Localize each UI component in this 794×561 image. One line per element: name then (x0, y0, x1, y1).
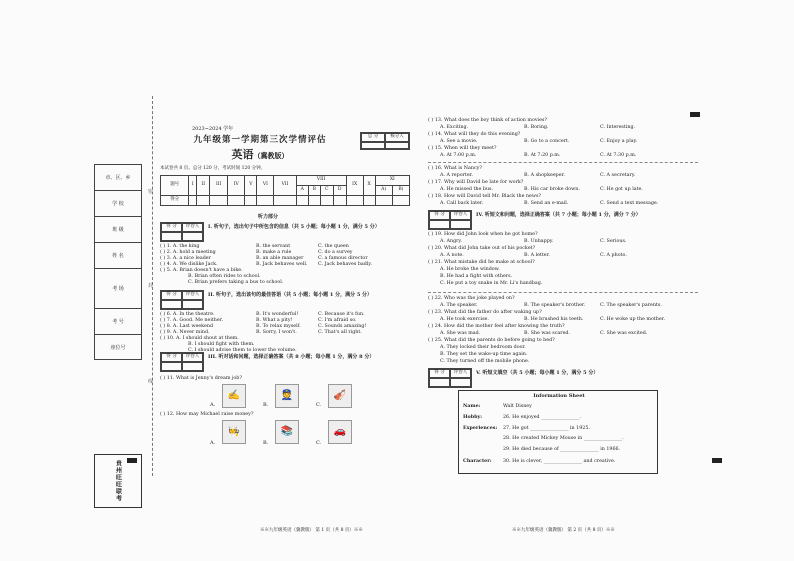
info-value[interactable]: 27. He got ________________ in 1925. (503, 426, 590, 431)
edition: （冀教版） (253, 151, 289, 160)
exam-stamp: 贵州旺旺联考 (94, 454, 142, 508)
page-footer-left: ※※九年级英语（冀教版） 第 1 页（共 8 页）※※ (260, 528, 363, 533)
grader-name-label: 评卷人 (182, 353, 203, 362)
question-text: A. Call back later. (440, 201, 484, 206)
answer-option[interactable]: C. Because it's fun. (318, 312, 365, 317)
answer-option[interactable]: B. She was scared. (524, 331, 571, 336)
score-cell[interactable] (296, 196, 308, 206)
answer-option[interactable]: C. the queen (318, 244, 349, 249)
section-4-heading: IV. 听短文和问题，选择正确答案（共 7 小题；每小题 1 分，满分 7 分） (476, 212, 641, 218)
answer-option[interactable]: C. Sounds amazing! (318, 324, 367, 329)
score-cell[interactable] (257, 196, 274, 206)
score-th: VI (257, 176, 274, 196)
question-text: A. She was mad. (440, 331, 481, 336)
answer-option[interactable]: B. make a rule (256, 250, 292, 255)
grader-name-cell[interactable] (182, 300, 203, 309)
question-text: A. See a movie. (440, 139, 478, 144)
answer-option[interactable]: C. do a survey (318, 250, 353, 255)
grader-score-cell[interactable] (429, 378, 450, 387)
answer-option[interactable]: B. The speaker's brother. (524, 303, 586, 308)
answer-option[interactable]: C. Enjoy a play. (600, 139, 638, 144)
score-th: I (189, 176, 197, 196)
question-11: ( ) 11. What is Jenny's dream job? (160, 376, 242, 381)
answer-option[interactable]: B. He brushed his teeth. (524, 317, 584, 322)
total-score-box (360, 132, 410, 150)
field-room[interactable]: 考 场 (94, 268, 142, 308)
violinist-icon[interactable]: 🎻 (328, 384, 352, 408)
answer-option[interactable]: B. an able manager (256, 256, 304, 261)
grader-name-label: 评卷人 (450, 211, 471, 220)
corner-mark (712, 458, 722, 463)
question-text: B. Brian often rides to school. (188, 274, 261, 279)
answer-option[interactable]: B. What a pity! (256, 318, 293, 323)
grader-score-label: 得 分 (161, 353, 182, 362)
question-text: ( ) 14. What will they do this evening? (428, 132, 521, 137)
question-text: B. He had a fight with others. (440, 274, 513, 279)
grader-name-label: 评卷人 (182, 223, 203, 232)
listening-part-label: 听力部分 (258, 214, 279, 220)
grader-score-label: 得 分 (161, 223, 182, 232)
question-text: ( ) 13. What does the boy think of action movies? (428, 118, 547, 123)
answer-option[interactable]: C. She was excited. (600, 331, 648, 336)
grader-score-label: 得 分 (161, 291, 182, 300)
score-cell[interactable] (228, 196, 245, 206)
section-3-heading: III. 听对话和问题，选择正确答案（共 8 小题；每小题 1 分，满分 8 分） (208, 354, 375, 360)
score-cell[interactable] (363, 196, 375, 206)
information-sheet (458, 390, 658, 474)
answer-option[interactable]: B. A shopkeeper. (524, 173, 565, 178)
section-2-heading: II. 听句子，选出该句的最佳答语（共 5 小题；每小题 1 分，满分 5 分） (208, 292, 373, 298)
total-cell[interactable] (361, 142, 385, 149)
info-label: Experiences: (463, 425, 498, 431)
score-table (160, 175, 410, 206)
question-text: ( ) 22. Who was the joke played on? (428, 296, 515, 301)
score-row-label: 得分 (161, 196, 189, 206)
question-text: C. I should advise them to lower the volume. (188, 348, 297, 353)
grader-box (160, 222, 204, 242)
answer-option[interactable]: C. At 7:30 p.m. (600, 153, 637, 158)
question-text: ( ) 1. A. the king (160, 244, 200, 249)
answer-option[interactable]: B. A letter. (524, 253, 550, 258)
score-sub: D (333, 186, 346, 196)
question-text: A. They locked their bedroom door. (440, 345, 526, 350)
score-cell[interactable] (189, 196, 197, 206)
question-text: A. Exciting. (440, 125, 469, 130)
answer-option[interactable]: B. At 7:20 p.m. (524, 153, 561, 158)
score-cell[interactable] (346, 196, 363, 206)
question-text: A. A reporter. (440, 173, 473, 178)
question-text: A. He took exercise. (440, 317, 489, 322)
question-text: C. He put a toy snake in Mr. Li's handbag. (440, 281, 543, 286)
answer-option[interactable]: B. the servant (256, 244, 291, 249)
field-name[interactable]: 姓 名 (94, 242, 142, 268)
police-icon[interactable]: 👮 (275, 384, 299, 408)
info-value[interactable]: 26. He enjoyed ________________. (503, 415, 582, 420)
score-th: XI (375, 176, 409, 186)
question-text: ( ) 10. A. I should shout at them. (160, 336, 239, 341)
info-row (463, 447, 659, 454)
info-row (463, 414, 659, 422)
exam-title: 九年级第一学期第三次学情评估 (193, 135, 327, 145)
grader-box (160, 352, 204, 372)
score-sub: A) (375, 186, 392, 196)
answer-option[interactable]: C. He woke up the mother. (600, 317, 666, 322)
question-text: ( ) 9. A. Never mind. (160, 330, 210, 335)
seal-mark: 封 (148, 283, 154, 289)
answer-option[interactable]: B. Jack behaves well. (256, 262, 308, 267)
info-row (463, 436, 659, 443)
grader-score-label: 得 分 (429, 211, 450, 220)
subject-name: 英语 (231, 148, 254, 161)
grader-box (428, 210, 472, 230)
score-cell[interactable] (245, 196, 257, 206)
grader-score-cell[interactable] (429, 220, 450, 229)
seal-mark: 线 (148, 379, 154, 385)
section-1-heading: I. 听句子，选出句子中所包含的信息（共 5 小题；每小题 1 分，满分 5 分） (208, 224, 380, 230)
score-cell[interactable] (274, 196, 296, 206)
corner-mark (690, 112, 700, 117)
answer-option[interactable]: C. I'm afraid so. (318, 318, 357, 323)
answer-option[interactable]: C. Send a text message. (600, 201, 659, 206)
question-text: A. A note. (440, 253, 464, 258)
question-text: ( ) 4. A. We dislike Jack. (160, 262, 218, 267)
info-row (463, 403, 659, 411)
score-th: V (245, 176, 257, 196)
question-text: ( ) 15. When will they meet? (428, 146, 497, 151)
question-text: ( ) 2. A. hold a meeting (160, 250, 216, 255)
checker-label: 核分人 (385, 133, 409, 142)
grader-name-cell[interactable] (182, 362, 203, 371)
info-sheet-title: Information Sheet (533, 393, 585, 399)
score-cell[interactable] (197, 196, 210, 206)
question-text: C. They turned off the mobile phone. (440, 359, 530, 364)
info-value[interactable]: 29. He died because of ________________ in 1966. (503, 447, 621, 452)
answer-option[interactable]: B. Sorry, I won't. (256, 330, 297, 335)
score-cell[interactable] (308, 196, 320, 206)
question-text: ( ) 20. What did John take out of his pocket? (428, 246, 536, 251)
grader-name-cell[interactable] (450, 220, 471, 229)
score-th: 题号 (161, 176, 189, 196)
question-text: B. They set the wake-up time again. (440, 352, 528, 357)
answer-option[interactable]: B. Send an e-mail. (524, 201, 569, 206)
question-text: ( ) 19. How did John look when he got home? (428, 232, 538, 237)
seal-mark: 密 (148, 189, 154, 195)
answer-option[interactable]: C. A secretary. (600, 173, 636, 178)
question-text: ( ) 16. What is Nancy? (428, 166, 482, 171)
score-cell[interactable] (320, 196, 333, 206)
question-text: ( ) 18. How will David tell Mr. Black the news? (428, 194, 541, 199)
question-text: ( ) 21. What mistake did he make at school? (428, 260, 535, 265)
score-sub: B (308, 186, 320, 196)
grader-box (428, 368, 472, 388)
score-sub: C (320, 186, 333, 196)
info-label: Name: (463, 403, 481, 409)
school-year: 2023~2024 学年 (192, 126, 234, 132)
question-text: A. The speaker. (440, 303, 478, 308)
field-region[interactable]: 市、区、乡 (94, 164, 142, 190)
question-text: ( ) 5. A. Brian doesn't have a bike. (160, 268, 243, 273)
question-text: ( ) 6. A. In the theatre. (160, 312, 215, 317)
option-letter[interactable]: A. (210, 402, 216, 408)
exam-note: 本试卷共 8 页。总分 120 分，考试时间 120 分钟。 (160, 166, 266, 171)
section-5-heading: V. 听短文填空（共 5 小题；每小题 1 分，满分 5 分） (476, 370, 599, 376)
option-letter[interactable]: B. (263, 440, 269, 446)
info-value[interactable]: 30. He is clever, ________________ and creative. (503, 459, 616, 464)
grader-name-cell[interactable] (182, 232, 203, 241)
score-th: X (363, 176, 375, 196)
question-text: A. Angry. (440, 239, 463, 244)
question-text: ( ) 25. What did the parents do before going to bed? (428, 338, 555, 343)
answer-option[interactable]: B. Unhappy. (524, 239, 554, 244)
score-sub: A (296, 186, 308, 196)
question-text: ( ) 24. How did the mother feel after knowing the truth? (428, 324, 565, 329)
divider (428, 162, 698, 163)
grader-score-cell[interactable] (161, 232, 182, 241)
option-letter[interactable]: C. (316, 402, 322, 408)
answer-option[interactable]: B. It's wonderful! (256, 312, 299, 317)
info-value[interactable]: 28. He created Mickey Mouse in ________________. (503, 436, 624, 441)
question-text: ( ) 17. Why will David be late for work? (428, 180, 524, 185)
books-icon[interactable]: 📚 (275, 420, 299, 444)
info-label: Hobby: (463, 414, 482, 420)
grader-box (160, 290, 204, 310)
grader-score-label: 得 分 (429, 369, 450, 378)
answer-option[interactable]: C. He got up late. (600, 187, 643, 192)
answer-option[interactable]: C. A photo. (600, 253, 627, 258)
score-th: II (197, 176, 210, 196)
car-wash-icon[interactable]: 🚗 (328, 420, 352, 444)
cooking-icon[interactable]: 🧑‍🍳 (222, 420, 246, 444)
binding-strip (94, 96, 162, 502)
grader-score-cell[interactable] (161, 300, 182, 309)
score-cell[interactable] (210, 196, 228, 206)
grader-name-cell[interactable] (450, 378, 471, 387)
answer-option[interactable]: C. Serious. (600, 239, 627, 244)
info-row (463, 458, 659, 466)
score-th: III (210, 176, 228, 196)
question-text: ( ) 23. What did the father do after waking up? (428, 310, 542, 315)
answer-option[interactable]: B. His car broke down. (524, 187, 580, 192)
score-th: VIII (296, 176, 346, 186)
answer-option[interactable]: C. The speaker's parents. (600, 303, 662, 308)
info-label: Character: (463, 458, 492, 464)
question-12: ( ) 12. How may Michael raise money? (160, 412, 254, 417)
answer-option[interactable]: B. Boring. (524, 125, 549, 130)
score-th: IV (228, 176, 245, 196)
page-footer-right: ※※九年级英语（冀教版） 第 2 页（共 8 页）※※ (512, 528, 615, 533)
score-cell[interactable] (392, 196, 409, 206)
score-cell[interactable] (333, 196, 346, 206)
answer-option[interactable]: C. Jack behaves badly. (318, 262, 372, 267)
total-label: 总 分 (361, 133, 385, 142)
answer-option[interactable]: C. Interesting. (600, 125, 636, 130)
answer-option[interactable]: C. a famous director (318, 256, 368, 261)
divider (428, 292, 698, 293)
question-text: A. He missed the bus. (440, 187, 494, 192)
option-letter[interactable]: B. (263, 402, 269, 408)
field-school[interactable]: 学 校 (94, 190, 142, 216)
question-text: ( ) 3. A. a nice leader (160, 256, 211, 261)
score-cell[interactable] (375, 196, 392, 206)
field-number[interactable]: 考 号 (94, 308, 142, 334)
field-seat[interactable]: 座位号 (94, 334, 142, 360)
question-text: C. Brian prefers taking a bus to school. (188, 280, 284, 285)
writer-icon[interactable]: ✍ (222, 384, 246, 408)
info-value[interactable]: Walt Disney (503, 404, 532, 409)
score-th: VII (274, 176, 296, 196)
question-text: ( ) 7. A. Good. Me neither. (160, 318, 224, 323)
question-text: B. I should fight with them. (188, 342, 255, 347)
question-text: A. He broke the window. (440, 267, 500, 272)
question-text: ( ) 8. A. Last weekend (160, 324, 214, 329)
info-row (463, 425, 659, 433)
student-info-table (94, 164, 142, 360)
score-sub: B) (392, 186, 409, 196)
grader-name-label: 评卷人 (450, 369, 471, 378)
score-th: IX (346, 176, 363, 196)
option-letter[interactable]: C. (316, 440, 322, 446)
subject-title (160, 147, 360, 163)
answer-option[interactable]: C. That's all right. (318, 330, 362, 335)
grader-score-cell[interactable] (161, 362, 182, 371)
answer-option[interactable]: B. Go to a concert. (524, 139, 570, 144)
checker-cell[interactable] (385, 142, 409, 149)
option-letter[interactable]: A. (210, 440, 216, 446)
answer-option[interactable]: B. To relax myself. (256, 324, 301, 329)
grader-name-label: 评卷人 (182, 291, 203, 300)
field-class[interactable]: 班 级 (94, 216, 142, 242)
question-text: A. At 7:00 p.m. (440, 153, 477, 158)
